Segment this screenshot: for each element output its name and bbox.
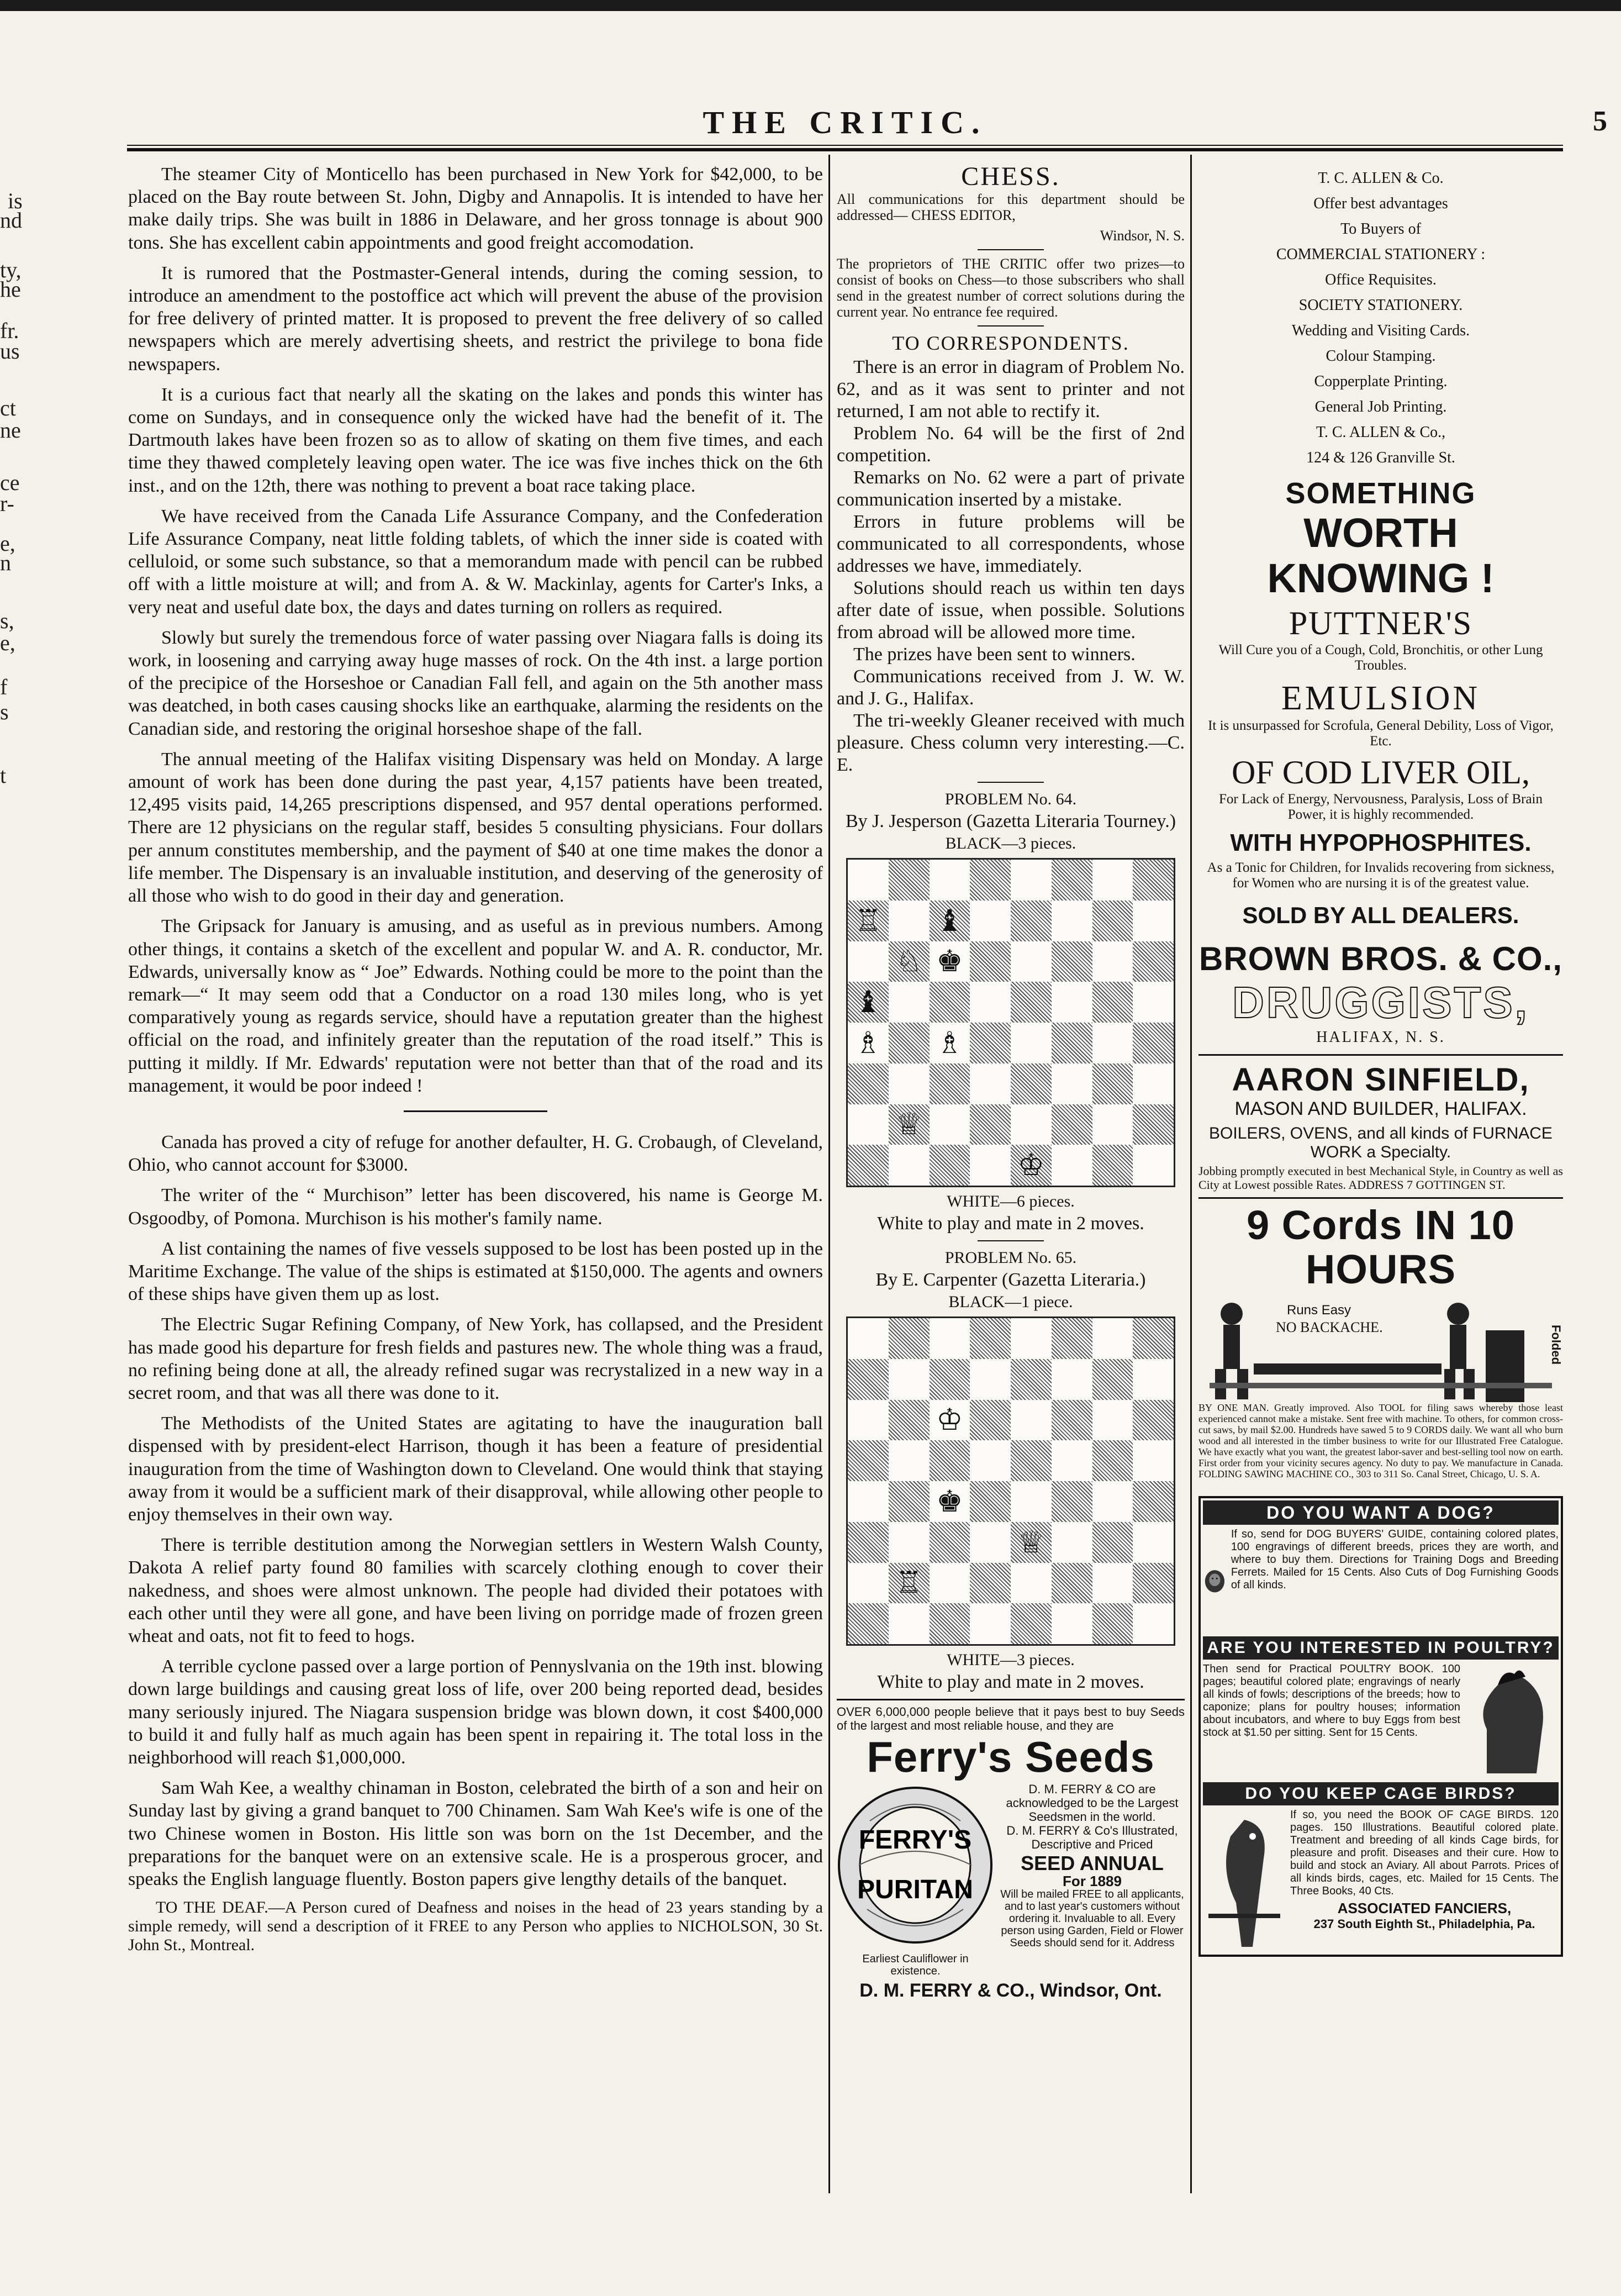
board-square (1052, 1563, 1092, 1604)
news-paragraph: The annual meeting of the Halifax visiting Dispensary was held on Monday. A large amount of work has been done during the past year, 4,157 patients have been treated, 12,495 visits paid, 14,265 prescriptions dispensed, and 957 dental operations performed. There are 12 physicians on the regular staff, besides 5 consulting physicians. Four dollars per annum constitutes membership, and the payment of $40 at one time makes the donor a life member. The Dispensary is an invaluable institution, and deserving of the generosity of all those who wish to do good in their day and generation. (128, 749, 823, 907)
board-square (889, 1522, 930, 1563)
allen-line: 124 & 126 Granville St. (1306, 449, 1455, 466)
board-square (889, 901, 930, 941)
board-square (889, 1145, 930, 1186)
puttner-ad (1198, 476, 1563, 1046)
board-square (1133, 901, 1174, 941)
board-square (930, 860, 970, 901)
advertising-column (1198, 166, 1563, 1957)
puttner-something: SOMETHING (1285, 477, 1476, 510)
board-square (1011, 1318, 1052, 1359)
ferry-body3: Will be mailed FREE to all applicants, and to last year's customers without ordering it. Invaluable to all. Every person using Garden, Field or Flower Seeds should send for it. Address (1000, 1888, 1184, 1949)
board-square (930, 1063, 970, 1104)
correspondent-note: Solutions should reach us within ten days after date of issue, when possible. Solutions from abroad will be allowed more time. (837, 578, 1185, 643)
puttner-worth: WORTH KNOWING ! (1267, 510, 1495, 601)
news-paragraph: Canada has proved a city of refuge for another defaulter, H. G. Crobaugh, of Cleveland, Ohio, who cannot account for $3000. (128, 1131, 823, 1176)
allen-line: Colour Stamping. (1326, 347, 1436, 365)
board-square (1092, 1359, 1133, 1400)
board-square (970, 1359, 1011, 1400)
board-square (1133, 1063, 1174, 1104)
fragment: e, (0, 531, 15, 556)
board-square (1011, 1063, 1052, 1104)
board-square (970, 901, 1011, 941)
ferry-footer: D. M. FERRY & CO., Windsor, Ont. (859, 1980, 1162, 2001)
board-square (930, 1104, 970, 1145)
board-square (1052, 1145, 1092, 1186)
board-square (1133, 860, 1174, 901)
news-paragraph: We have received from the Canada Life Assurance Company, and the Confederation Life Assurance Company, neat little folding tablets, of which the inner side is coated with celluloid, or some such substance, so that a memorandum made with pencil can be rubbed off with a little moisture at will; and from A. & W. Mackinlay, agents for Carter's Inks, a very neat and useful date box, the days and dates turning on rollers as required. (128, 505, 823, 618)
board-square (930, 1563, 970, 1604)
chess-piece: ♔ (936, 1402, 963, 1437)
problem-task: White to play and mate in 2 moves. (877, 1213, 1144, 1234)
puttner-line3: For Lack of Energy, Nervousness, Paralysis, Loss of Brain Power, it is highly recommended. (1218, 792, 1543, 822)
board-square (1011, 1400, 1052, 1441)
board-square (1133, 1318, 1174, 1359)
board-square (848, 860, 889, 901)
chess-piece: ♘ (895, 944, 922, 979)
chess-piece: ♚ (936, 944, 963, 979)
board-square (930, 1318, 970, 1359)
board-square (1052, 1023, 1092, 1063)
divider (978, 1240, 1044, 1241)
ferry-lead: OVER 6,000,000 people believe that it pays best to buy Seeds of the largest and most reliable house, and they are (837, 1705, 1185, 1732)
sinfield-boilers: BOILERS, OVENS, and all kinds of FURNACE (1209, 1124, 1553, 1142)
board-square (930, 1440, 970, 1481)
chess-column (837, 162, 1185, 2002)
ferry-brand: Ferry's Seeds (867, 1732, 1155, 1781)
board-square (970, 860, 1011, 901)
fragment: he (0, 277, 21, 302)
board-square (1052, 1400, 1092, 1441)
left-page-fragments (0, 11, 61, 2287)
board-square (970, 1440, 1011, 1481)
correspondent-note: Communications received from J. W. W. and J. G., Halifax. (837, 666, 1185, 709)
news-paragraph: The Gripsack for January is amusing, and as useful as in previous numbers. Among other things, it contains a sketch of the excellent and popular W. and A. R. conductor, Mr. Edwards, universally know as “ Joe” Edwards. Nothing could be more to the point than the remark—“ It may seem odd that a Conductor on a road 130 miles long, who is yet comparatively young as regards service, should have a reputation greater than the highest official on the road, and infinitely greater than the reputation of the road itself.” This is putting it mildly. If Mr. Edwards' reputation were not better than that of the road and its management, it would be poor indeed ! (128, 916, 823, 1096)
correspondent-note: The prizes have been sent to winners. (853, 644, 1136, 665)
fragment: nd (0, 208, 22, 233)
board-square (848, 1522, 889, 1563)
board-square (1011, 901, 1052, 941)
chess-piece: ♖ (854, 903, 882, 938)
board-square (970, 941, 1011, 982)
board-square (848, 1440, 889, 1481)
board-square (848, 1145, 889, 1186)
board-square (889, 1440, 930, 1481)
divider (978, 325, 1044, 327)
news-paragraph: There is terrible destitution among the Norwegian settlers in Western Walsh County, Dakota A relief party found 80 families with scarcely clothing enough to cover their nakedness, and shoes were almost unknown. The people had divided their potatoes with each other until they were all gone, and have been living on porridge made of frozen green wheat and oats, not fit to feed to hogs. (128, 1535, 823, 1646)
poultry-header: ARE YOU INTERESTED IN POULTRY? (1203, 1636, 1559, 1660)
board-square (1052, 1481, 1092, 1522)
chess-heading: CHESS. (961, 162, 1060, 191)
board-square (1052, 1359, 1092, 1400)
correspondent-note: Errors in future problems will be communicated to all correspondents, whose addresses we have, immediately. (837, 512, 1185, 576)
allen-line: SOCIETY STATIONERY. (1298, 297, 1463, 314)
fragment: ty, (0, 257, 22, 282)
board-square (848, 1563, 889, 1604)
chess-piece: ♔ (1017, 1147, 1045, 1183)
chess-piece: ♖ (895, 1565, 922, 1600)
board-square (848, 1400, 889, 1441)
top-scan-edge (0, 0, 1621, 11)
correspondent-note: Problem No. 64 will be the first of 2nd competition. (837, 423, 1185, 466)
news-paragraph: A terrible cyclone passed over a large portion of Pennyslvania on the 19th inst. blowing down large buildings and causing great loss of life, over 200 being reported dead, besides many seriously injured. The Niagara suspension bridge was blown down, it cost $400,000 to build it and fully half as much again has been spent in repairing it. The total loss in the neighborhood will reach $1,000,000. (128, 1656, 823, 1768)
board-square (970, 1063, 1011, 1104)
board-square (1092, 1400, 1133, 1441)
news-paragraph: The steamer City of Monticello has been purchased in New York for $42,000, to be placed on the Bay route between St. John, Digby and Annapolis. It is intended to have her make daily trips. She was built in 1886 in Delaware, and her gross tonnage is about 900 tons. She has excellent cabin appointments and good freight accomodation. (128, 164, 823, 253)
masthead-rule (127, 148, 1563, 151)
board-square (970, 1023, 1011, 1063)
allen-line: COMMERCIAL STATIONERY : (1276, 246, 1486, 263)
board-square (1052, 1104, 1092, 1145)
chess-board-problem-65 (846, 1316, 1175, 1646)
allen-line: Copperplate Printing. (1314, 373, 1448, 390)
problem-task: White to play and mate in 2 moves. (877, 1672, 1144, 1692)
problem-title: PROBLEM No. 64. (944, 790, 1077, 808)
board-square (889, 982, 930, 1023)
fragment: s (0, 699, 9, 724)
sinfield-trade: MASON AND BUILDER, HALIFAX. (1234, 1098, 1527, 1119)
sinfield-jobbing: Jobbing promptly executed in best Mechanical Style, in Country as well as City at Lowest possible Rates. ADDRESS 7 GOTTINGEN ST. (1198, 1164, 1563, 1192)
ferry-annual-year: For 1889 (1063, 1873, 1122, 1889)
board-square (970, 1563, 1011, 1604)
allen-line: Wedding and Visiting Cards. (1291, 322, 1470, 339)
board-square (1133, 1359, 1174, 1400)
board-square (930, 1145, 970, 1186)
board-square (889, 1318, 930, 1359)
board-square (1133, 1603, 1174, 1644)
problem-author: By E. Carpenter (Gazetta Literaria.) (875, 1270, 1146, 1290)
board-square (1133, 1104, 1174, 1145)
section-divider (404, 1110, 547, 1112)
newspaper-title: THE CRITIC. (703, 104, 988, 140)
divider (978, 782, 1044, 783)
board-square (889, 1400, 930, 1441)
board-square (848, 1063, 889, 1104)
board-square (1052, 982, 1092, 1023)
board-square (1092, 1023, 1133, 1063)
allen-line: T. C. ALLEN & Co. (1318, 170, 1444, 187)
board-square (1052, 901, 1092, 941)
board-square (1052, 1522, 1092, 1563)
chess-address-note: All communications for this department should be addressed— CHESS EDITOR, (837, 191, 1185, 223)
ferry-medallion-graphic (837, 1782, 994, 1948)
problem-white-count: WHITE—3 pieces. (947, 1651, 1075, 1669)
board-square (889, 1023, 930, 1063)
board-square (1092, 860, 1133, 901)
board-square (1011, 1023, 1052, 1063)
sinfield-specialty: WORK a Specialty. (1310, 1143, 1451, 1161)
board-square (889, 1481, 930, 1522)
fragment: f (0, 675, 8, 699)
puttner-codliver: OF COD LIVER OIL, (1232, 754, 1530, 791)
board-square (1011, 982, 1052, 1023)
correspondents-heading: TO CORRESPONDENTS. (892, 332, 1129, 354)
correspondent-note: Remarks on No. 62 were a part of private communication inserted by a mistake. (837, 467, 1185, 510)
birds-header: DO YOU KEEP CAGE BIRDS? (1203, 1782, 1559, 1805)
chess-piece: ♝ (854, 984, 882, 1020)
board-square (1011, 941, 1052, 982)
puttner-line4: As a Tonic for Children, for Invalids recovering from sickness, for Women who are nursing it is of the greatest value. (1207, 860, 1555, 891)
board-square (848, 1359, 889, 1400)
news-column (128, 163, 823, 1962)
sawing-machine-graphic (1198, 1292, 1563, 1402)
sinfield-ad (1198, 1061, 1563, 1192)
board-square (930, 1359, 970, 1400)
poultry-body: Then send for Practical POULTRY BOOK. 100 pages; beautiful colored plate; engravings of nearly all kinds of fowls; descriptions of the breeds; how to caponize; plans for poultry houses; information about incubators, and where to buy Eggs from best stock at $1.50 per sitting. Sent for 15 Cents. (1203, 1663, 1460, 1739)
board-square (889, 860, 930, 901)
birds-body: If so, you need the BOOK OF CAGE BIRDS. 120 pages. 150 Illustrations. Beautiful colored plate. Treatment and breeding of all kinds Cage birds, for pleasure and profit. Diseases and their cure. How to build and stock an Aviary. All about Parrots. Prices of all kinds birds, cages, etc. Mailed for 15 Cents. The Three Books, 40 Cts. (1290, 1809, 1559, 1897)
board-square (1092, 1104, 1133, 1145)
dog-header: DO YOU WANT A DOG? (1203, 1500, 1559, 1525)
board-square (1092, 982, 1133, 1023)
board-square (1052, 1603, 1092, 1644)
problem-white-count: WHITE—6 pieces. (947, 1192, 1075, 1210)
fragment: fr. (0, 318, 19, 343)
fragment: n (0, 550, 11, 575)
board-square (970, 1522, 1011, 1563)
news-paragraph: It is rumored that the Postmaster-General intends, during the coming session, to introduce an amendment to the postoffice act which will prevent the abuse of the provision for free delivery of printed matter. It is proposed to prevent the free delivery of so called newspapers which are merely advertising sheets, and restrict the privilege to bona fide newspapers. (128, 262, 823, 375)
puttner-hypo: WITH HYPOPHOSPHITES. (1230, 829, 1532, 856)
fragment: is (8, 188, 23, 213)
rooster-icon (1465, 1663, 1559, 1779)
cords-folded: Folded (1549, 1325, 1563, 1365)
puttner-line1: Will Cure you of a Cough, Cold, Bronchitis, or other Lung Troubles. (1218, 643, 1543, 673)
board-square (970, 1104, 1011, 1145)
cords-backache: NO BACKACHE. (1276, 1319, 1383, 1335)
board-square (1052, 860, 1092, 901)
board-square (1092, 1603, 1133, 1644)
board-square (1133, 1522, 1174, 1563)
allen-line: T. C. ALLEN & Co., (1316, 424, 1446, 441)
board-square (1092, 1481, 1133, 1522)
deaf-notice: TO THE DEAF.—A Person cured of Deafness and noises in the head of 23 years standing by a simple remedy, will send a description of it FREE to any Person who applies to NICHOLSON, 30 St. John St., Montreal. (128, 1898, 823, 1955)
medallion-top: FERRY'S (858, 1825, 972, 1855)
board-square (1133, 1023, 1174, 1063)
puttner-sold: SOLD BY ALL DEALERS. (1242, 902, 1519, 928)
chess-piece: ♗ (936, 1025, 963, 1060)
board-square (1092, 1145, 1133, 1186)
board-square (1092, 901, 1133, 941)
board-square (970, 1145, 1011, 1186)
correspondent-note: The tri-weekly Gleaner received with much pleasure. Chess column very interesting.—C. E. (837, 710, 1185, 775)
board-square (970, 1400, 1011, 1441)
news-paragraph: The Methodists of the United States are agitating to have the inauguration ball dispensed with by president-elect Harrison, though it has been a feature of presidential inauguration from the time of Washington down to Cleveland. One would think that staying away from it would be a sufficient mark of their disapproval, while allowing other people to enjoy themselves in their own way. (128, 1413, 823, 1525)
board-square (1092, 1318, 1133, 1359)
board-square (970, 1318, 1011, 1359)
chess-piece: ♕ (895, 1107, 922, 1142)
board-square (1092, 941, 1133, 982)
board-square (1133, 1481, 1174, 1522)
board-square (1011, 1104, 1052, 1145)
birds-assoc: ASSOCIATED FANCIERS, (1337, 1900, 1512, 1916)
chess-piece: ♝ (936, 903, 963, 938)
sinfield-name: AARON SINFIELD, (1232, 1062, 1530, 1098)
board-square (970, 1481, 1011, 1522)
chess-address-place: Windsor, N. S. (1100, 228, 1185, 244)
board-square (1052, 1063, 1092, 1104)
board-square (1133, 1145, 1174, 1186)
board-square (1092, 1522, 1133, 1563)
board-square (1092, 1563, 1133, 1604)
column-rule (1190, 155, 1192, 2193)
cords-runs: Runs Easy (1287, 1303, 1351, 1318)
board-square (1011, 1359, 1052, 1400)
puttner-brown: BROWN BROS. & CO., (1199, 940, 1562, 977)
board-square (1133, 982, 1174, 1023)
board-square (1133, 941, 1174, 982)
ferry-caption: Earliest Cauliflower in existence. (862, 1953, 969, 1977)
puttner-emulsion: EMULSION (1281, 680, 1481, 717)
chess-piece: ♚ (936, 1483, 963, 1519)
board-square (1011, 1563, 1052, 1604)
divider (1198, 1054, 1563, 1056)
board-square (1052, 1440, 1092, 1481)
allen-line: Offer best advantages (1313, 195, 1448, 212)
puttner-halifax: HALIFAX, N. S. (1316, 1029, 1445, 1046)
problem-black-count: BLACK—3 pieces. (945, 834, 1076, 852)
sawing-machine-ad (1198, 1203, 1563, 1479)
board-square (970, 982, 1011, 1023)
puttner-line2: It is unsurpassed for Scrofula, General Debility, Loss of Vigor, Etc. (1208, 718, 1554, 749)
cords-body: BY ONE MAN. Greatly improved. Also TOOL for filing saws whereby those least experienced cannot make a mistake. Sent free with machine. To others, for common cross-cut saws, by mail $2.00. Hundreds have sawed 5 to 9 CORDS daily. We want all who burn wood and all interested in the timber business to write for our Illustrated Free Catalogue. We have exactly what you want, the greatest labor-saver and best-selling tool now on earth. First order from your vicinity secures agency. No duty to pay. We manufacture in Canada. FOLDING SAWING MACHINE CO., 303 to 311 So. Canal Street, Chicago, U. S. A. (1198, 1402, 1563, 1479)
allen-line: Office Requisites. (1325, 271, 1437, 288)
news-paragraph: The Electric Sugar Refining Company, of New York, has collapsed, and the President has made good his departure for fresh fields and pastures new. The whole thing was a fraud, no refining being done at all, the already refined sugar was recrystalized in a new way in a secret room, and that was all there was done to it. (128, 1314, 823, 1403)
board-square (848, 1318, 889, 1359)
board-square (970, 1603, 1011, 1644)
board-square (1133, 1400, 1174, 1441)
board-square (1092, 1440, 1133, 1481)
correspondent-note: There is an error in diagram of Problem No. 62, and as it was sent to printer and not returned, I am not able to rectify it. (837, 357, 1185, 422)
masthead-rule (127, 145, 1563, 146)
ferry-body1: D. M. FERRY & CO are acknowledged to be the Largest Seedsmen in the world. (1006, 1782, 1179, 1824)
allen-line: General Job Printing. (1314, 398, 1447, 415)
allen-line: To Buyers of (1340, 220, 1421, 238)
puttner-name: PUTTNER'S (1289, 605, 1473, 641)
ferry-medallion (837, 1782, 994, 1977)
board-square (930, 1522, 970, 1563)
fragment: ne (0, 418, 21, 443)
board-square (1052, 1318, 1092, 1359)
board-square (1052, 941, 1092, 982)
board-square (889, 1603, 930, 1644)
news-paragraph: The writer of the “ Murchison” letter has been discovered, his name is George M. Osgoodby, of Pomona. Murchison is his mother's family name. (128, 1185, 823, 1229)
birds-address: 237 South Eighth St., Philadelphia, Pa. (1313, 1917, 1535, 1931)
ferry-body2: D. M. FERRY & Co's Illustrated, Descriptive and Priced (1006, 1824, 1178, 1851)
problem-black-count: BLACK—1 piece. (948, 1293, 1073, 1311)
problem-title: PROBLEM No. 65. (944, 1249, 1077, 1267)
problem-author: By J. Jesperson (Gazetta Literaria Tourney.) (845, 811, 1176, 831)
fragment: s, (0, 608, 14, 633)
chess-piece: ♕ (1017, 1524, 1045, 1560)
board-square (1133, 1440, 1174, 1481)
ferry-annual: SEED ANNUAL (1021, 1852, 1164, 1874)
board-square (1011, 1440, 1052, 1481)
fragment: r- (0, 491, 14, 516)
board-square (1011, 1603, 1052, 1644)
board-square (889, 1359, 930, 1400)
parrot-icon (1203, 1809, 1286, 1952)
fragment: t (0, 763, 7, 788)
chess-prize-note: The proprietors of THE CRITIC offer two prizes—to consist of books on Chess—to those subscribers who shall send in the greatest number of correct solutions during the current year. No entrance fee required. (837, 256, 1185, 320)
board-square (848, 1481, 889, 1522)
news-paragraph: Sam Wah Kee, a wealthy chinaman in Boston, celebrated the birth of a son and heir on Sunday last by giving a grand banquet to 700 Chinamen. Sam Wah Kee's wife is one of the two Chinese women in Boston. His little son was born on the 1st December, and the preparations for the banquet were on an extensive scale. He is a prosperous grocer, and speaks the English language fluently. Boston papers give lengthy details of the banquet. (128, 1778, 823, 1890)
board-square (1011, 1481, 1052, 1522)
cords-headline: 9 Cords IN 10 HOURS (1247, 1202, 1515, 1292)
board-square (1133, 1563, 1174, 1604)
sawing-illustration (1198, 1292, 1563, 1402)
page-number: 5 (1593, 106, 1607, 137)
board-square (889, 1063, 930, 1104)
news-paragraph: It is a curious fact that nearly all the skating on the lakes and ponds this winter has come on Sundays, and in consequence only the wicked have had the benefit of it. The Dartmouth lakes have been frozen so as to allow of skating on them five times, and each time they thawed completely leaving open water. The ice was five inches thick on the 6th inst., and on the 12th, there was nothing to prevent a boat race taking place. (128, 384, 823, 496)
allen-ad (1198, 166, 1563, 471)
chess-piece: ♗ (854, 1025, 882, 1060)
divider (978, 249, 1044, 250)
puttner-druggists: DRUGGISTS, (1232, 978, 1529, 1027)
masthead (127, 104, 1607, 143)
fragment: ce (0, 470, 20, 495)
chess-board-problem-64 (846, 858, 1175, 1187)
news-paragraph: Slowly but surely the tremendous force of water passing over Niagara falls is doing its work, in loosening and carrying away huge masses of rock. On the 4th inst. a large portion of the precipice of the Horseshoe or Canadian Fall fell, and again on the 5th another mass was deatched, in both cases causing shocks like an earthquake, alarming the residents on the Canadian side, and restoring the original horseshoe shape of the fall. (128, 627, 823, 739)
board-square (848, 1603, 889, 1644)
medallion-bottom: PURITAN (857, 1875, 973, 1904)
dog-body: If so, send for DOG BUYERS' GUIDE, containing colored plates, 100 engravings of different breeds, prices they are worth, and where to buy them. Directions for Training Dogs and Breeding Ferrets. Mailed for 15 Cents. Also Cuts of Dog Furnishing Goods of all kinds. (1231, 1528, 1559, 1591)
board-square (848, 1104, 889, 1145)
board-square (1011, 860, 1052, 901)
board-square (1092, 1063, 1133, 1104)
column-rule (828, 155, 830, 2193)
board-square (930, 1603, 970, 1644)
board-square (848, 941, 889, 982)
fragment: us (0, 339, 20, 364)
board-square (930, 982, 970, 1023)
news-paragraph: A list containing the names of five vessels supposed to be lost has been posted up in the Maritime Exchange. The value of the ships is estimated at $150,000. The agents and owners of these ships have given them up as lost. (128, 1238, 823, 1305)
dog-icon (1203, 1528, 1227, 1633)
divider (1198, 1197, 1563, 1199)
fragment: e, (0, 630, 15, 655)
ferry-seeds-ad (837, 1699, 1185, 2002)
fragment: ct (0, 396, 16, 420)
fanciers-ad (1198, 1496, 1563, 1957)
